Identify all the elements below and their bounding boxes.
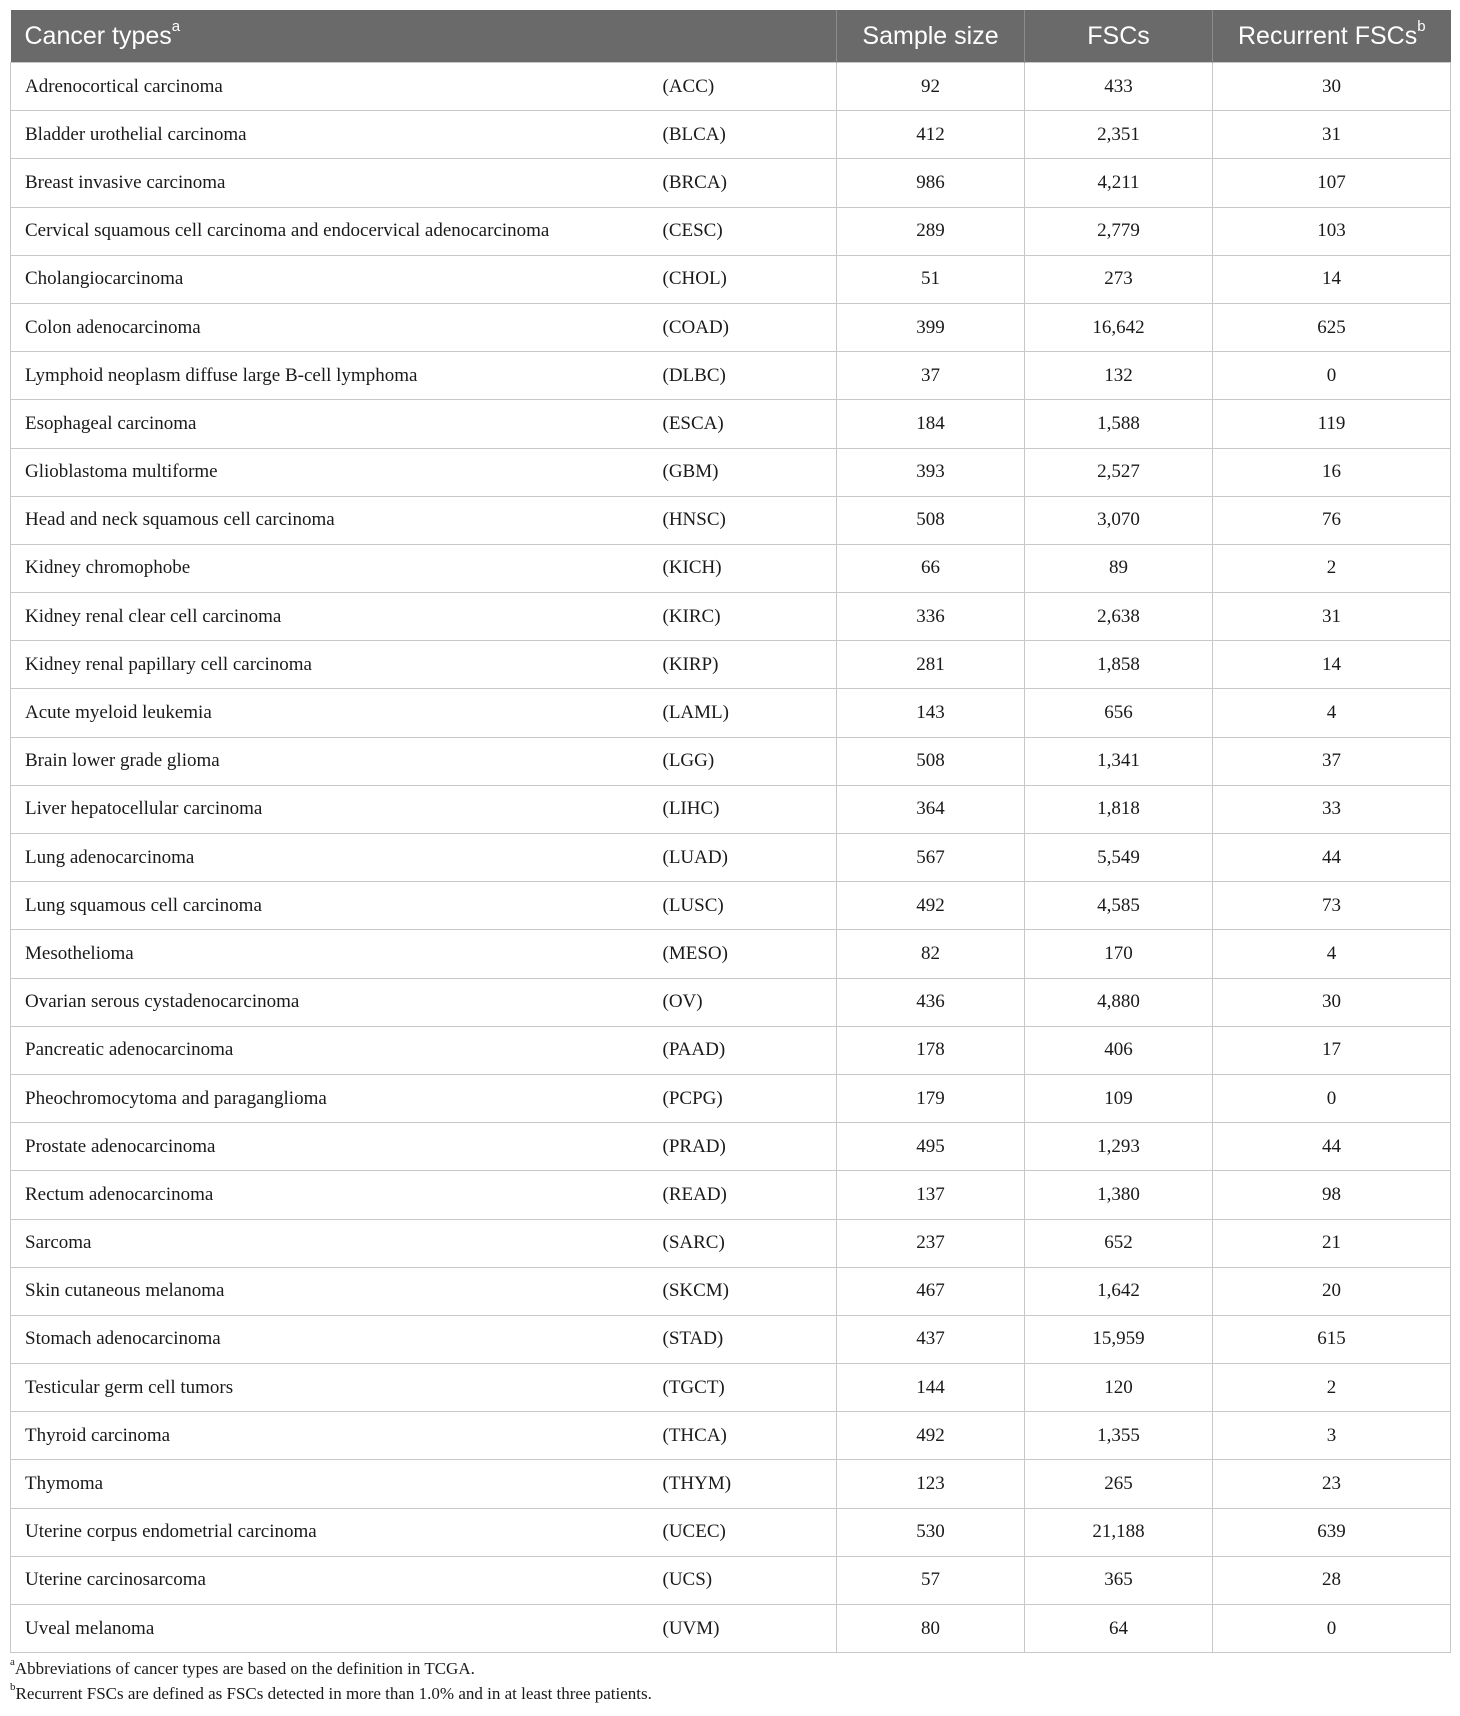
cell-abbreviation: (BRCA) [649,159,837,207]
cell-recurrent-fscs: 0 [1213,1605,1451,1653]
cell-fscs: 89 [1025,544,1213,592]
cell-recurrent-fscs: 23 [1213,1460,1451,1508]
header-recurrent-fscs-note: b [1417,18,1426,36]
table-row [11,1074,1451,1122]
cell-cancer-name: Pancreatic adenocarcinoma [11,1026,649,1074]
cell-cancer-name: Kidney chromophobe [11,544,649,592]
cell-cancer-name: Adrenocortical carcinoma [11,63,649,111]
cell-sample-size: 393 [837,448,1025,496]
cell-cancer-name: Thymoma [11,1460,649,1508]
cell-sample-size: 492 [837,882,1025,930]
cell-fscs: 4,211 [1025,159,1213,207]
table-row [11,1267,1451,1315]
cell-recurrent-fscs: 16 [1213,448,1451,496]
cell-abbreviation: (HNSC) [649,496,837,544]
cell-fscs: 1,858 [1025,641,1213,689]
table-row [11,785,1451,833]
footnote-b-text: Recurrent FSCs are defined as FSCs detected in more than 1.0% and in at least three patients. [15,1684,652,1703]
table-row [11,400,1451,448]
cell-cancer-name: Kidney renal clear cell carcinoma [11,593,649,641]
header-cancer-types-label: Cancer types [24,21,172,50]
cell-recurrent-fscs: 31 [1213,593,1451,641]
cell-fscs: 652 [1025,1219,1213,1267]
cell-fscs: 2,351 [1025,111,1213,159]
cell-cancer-name: Thyroid carcinoma [11,1412,649,1460]
cell-sample-size: 467 [837,1267,1025,1315]
table-footnotes [10,1656,652,1706]
fsc-table-container [10,10,1450,1653]
header-sample-size: Sample size [837,10,1025,63]
header-row [11,10,1451,63]
header-recurrent-fscs-label: Recurrent FSCs [1237,21,1418,50]
cell-sample-size: 437 [837,1315,1025,1363]
cell-recurrent-fscs: 107 [1213,159,1451,207]
table-row [11,159,1451,207]
cancer-fsc-table [10,10,1451,1653]
cell-recurrent-fscs: 76 [1213,496,1451,544]
cell-fscs: 132 [1025,352,1213,400]
cell-sample-size: 495 [837,1123,1025,1171]
table-row [11,1364,1451,1412]
cell-fscs: 1,642 [1025,1267,1213,1315]
table-row [11,544,1451,592]
table-row [11,496,1451,544]
table-row [11,978,1451,1026]
table-body [11,63,1451,1653]
cell-recurrent-fscs: 17 [1213,1026,1451,1074]
cell-abbreviation: (PCPG) [649,1074,837,1122]
cell-cancer-name: Uveal melanoma [11,1605,649,1653]
cell-fscs: 265 [1025,1460,1213,1508]
header-recurrent-fscs [1213,10,1451,63]
cell-abbreviation: (STAD) [649,1315,837,1363]
cell-sample-size: 364 [837,785,1025,833]
cell-cancer-name: Liver hepatocellular carcinoma [11,785,649,833]
table-row [11,303,1451,351]
cell-sample-size: 492 [837,1412,1025,1460]
cell-abbreviation: (UVM) [649,1605,837,1653]
cell-sample-size: 66 [837,544,1025,592]
cell-abbreviation: (THCA) [649,1412,837,1460]
cell-cancer-name: Pheochromocytoma and paraganglioma [11,1074,649,1122]
cell-recurrent-fscs: 639 [1213,1508,1451,1556]
cell-recurrent-fscs: 615 [1213,1315,1451,1363]
cell-abbreviation: (LUSC) [649,882,837,930]
table-row [11,1219,1451,1267]
cell-sample-size: 184 [837,400,1025,448]
cell-cancer-name: Mesothelioma [11,930,649,978]
cell-cancer-name: Lymphoid neoplasm diffuse large B-cell lymphoma [11,352,649,400]
cell-recurrent-fscs: 103 [1213,207,1451,255]
cell-abbreviation: (LGG) [649,737,837,785]
cell-cancer-name: Lung adenocarcinoma [11,834,649,882]
cell-abbreviation: (LIHC) [649,785,837,833]
table-row [11,882,1451,930]
cell-abbreviation: (THYM) [649,1460,837,1508]
cell-abbreviation: (KICH) [649,544,837,592]
cell-abbreviation: (TGCT) [649,1364,837,1412]
cell-cancer-name: Testicular germ cell tumors [11,1364,649,1412]
cell-recurrent-fscs: 14 [1213,641,1451,689]
cell-fscs: 1,293 [1025,1123,1213,1171]
cell-cancer-name: Stomach adenocarcinoma [11,1315,649,1363]
table-row [11,1412,1451,1460]
cell-sample-size: 80 [837,1605,1025,1653]
table-row [11,255,1451,303]
cell-fscs: 5,549 [1025,834,1213,882]
cell-fscs: 1,341 [1025,737,1213,785]
cell-recurrent-fscs: 73 [1213,882,1451,930]
table-row [11,111,1451,159]
cell-recurrent-fscs: 44 [1213,834,1451,882]
table-row [11,834,1451,882]
table-row [11,737,1451,785]
cell-abbreviation: (ESCA) [649,400,837,448]
cell-cancer-name: Prostate adenocarcinoma [11,1123,649,1171]
cell-sample-size: 530 [837,1508,1025,1556]
cell-cancer-name: Ovarian serous cystadenocarcinoma [11,978,649,1026]
cell-abbreviation: (SKCM) [649,1267,837,1315]
footnote-b [10,1681,652,1706]
cell-recurrent-fscs: 37 [1213,737,1451,785]
cell-recurrent-fscs: 98 [1213,1171,1451,1219]
table-row [11,1605,1451,1653]
cell-fscs: 1,818 [1025,785,1213,833]
cell-sample-size: 336 [837,593,1025,641]
table-row [11,1315,1451,1363]
cell-fscs: 4,880 [1025,978,1213,1026]
header-cancer-types-note: a [171,18,181,36]
table-row [11,1171,1451,1219]
cell-sample-size: 57 [837,1556,1025,1604]
cell-sample-size: 137 [837,1171,1025,1219]
cell-fscs: 433 [1025,63,1213,111]
cell-fscs: 1,380 [1025,1171,1213,1219]
table-row [11,1123,1451,1171]
cell-abbreviation: (LAML) [649,689,837,737]
cell-cancer-name: Rectum adenocarcinoma [11,1171,649,1219]
cell-recurrent-fscs: 4 [1213,689,1451,737]
cell-cancer-name: Cervical squamous cell carcinoma and endocervical adenocarcinoma [11,207,649,255]
cell-fscs: 109 [1025,1074,1213,1122]
cell-sample-size: 144 [837,1364,1025,1412]
cell-abbreviation: (MESO) [649,930,837,978]
cell-sample-size: 37 [837,352,1025,400]
cell-recurrent-fscs: 2 [1213,1364,1451,1412]
cell-abbreviation: (PRAD) [649,1123,837,1171]
cell-cancer-name: Breast invasive carcinoma [11,159,649,207]
cell-fscs: 21,188 [1025,1508,1213,1556]
table-header [11,10,1451,63]
cell-fscs: 120 [1025,1364,1213,1412]
cell-sample-size: 508 [837,737,1025,785]
table-row [11,593,1451,641]
cell-sample-size: 281 [837,641,1025,689]
cell-sample-size: 412 [837,111,1025,159]
footnote-a-text: Abbreviations of cancer types are based on the definition in TCGA. [14,1659,475,1678]
table-row [11,689,1451,737]
cell-fscs: 656 [1025,689,1213,737]
footnote-b-mark: b [10,1681,16,1694]
cell-abbreviation: (KIRC) [649,593,837,641]
cell-sample-size: 237 [837,1219,1025,1267]
table-row [11,1556,1451,1604]
cell-fscs: 64 [1025,1605,1213,1653]
cell-abbreviation: (CHOL) [649,255,837,303]
cell-sample-size: 289 [837,207,1025,255]
cell-fscs: 2,527 [1025,448,1213,496]
cell-sample-size: 92 [837,63,1025,111]
cell-cancer-name: Kidney renal papillary cell carcinoma [11,641,649,689]
cell-cancer-name: Colon adenocarcinoma [11,303,649,351]
cell-cancer-name: Glioblastoma multiforme [11,448,649,496]
cell-abbreviation: (READ) [649,1171,837,1219]
cell-recurrent-fscs: 625 [1213,303,1451,351]
cell-cancer-name: Bladder urothelial carcinoma [11,111,649,159]
cell-recurrent-fscs: 2 [1213,544,1451,592]
cell-abbreviation: (COAD) [649,303,837,351]
cell-abbreviation: (DLBC) [649,352,837,400]
table-row [11,207,1451,255]
table-row [11,448,1451,496]
header-cancer-types [11,10,837,63]
cell-sample-size: 123 [837,1460,1025,1508]
cell-cancer-name: Acute myeloid leukemia [11,689,649,737]
table-row [11,63,1451,111]
cell-cancer-name: Uterine carcinosarcoma [11,1556,649,1604]
cell-fscs: 273 [1025,255,1213,303]
cell-fscs: 1,588 [1025,400,1213,448]
cell-recurrent-fscs: 21 [1213,1219,1451,1267]
cell-abbreviation: (PAAD) [649,1026,837,1074]
table-row [11,641,1451,689]
cell-recurrent-fscs: 33 [1213,785,1451,833]
cell-sample-size: 508 [837,496,1025,544]
cell-cancer-name: Esophageal carcinoma [11,400,649,448]
cell-recurrent-fscs: 28 [1213,1556,1451,1604]
cell-recurrent-fscs: 30 [1213,63,1451,111]
cell-recurrent-fscs: 44 [1213,1123,1451,1171]
cell-cancer-name: Cholangiocarcinoma [11,255,649,303]
footnote-a-mark: a [10,1656,15,1669]
cell-recurrent-fscs: 4 [1213,930,1451,978]
cell-abbreviation: (GBM) [649,448,837,496]
cell-fscs: 2,638 [1025,593,1213,641]
cell-recurrent-fscs: 0 [1213,352,1451,400]
cell-fscs: 4,585 [1025,882,1213,930]
cell-fscs: 365 [1025,1556,1213,1604]
cell-recurrent-fscs: 14 [1213,255,1451,303]
cell-sample-size: 82 [837,930,1025,978]
cell-sample-size: 986 [837,159,1025,207]
cell-fscs: 170 [1025,930,1213,978]
cell-abbreviation: (UCEC) [649,1508,837,1556]
cell-abbreviation: (CESC) [649,207,837,255]
table-row [11,1460,1451,1508]
cell-cancer-name: Sarcoma [11,1219,649,1267]
table-row [11,930,1451,978]
header-fscs: FSCs [1025,10,1213,63]
cell-abbreviation: (ACC) [649,63,837,111]
cell-cancer-name: Brain lower grade glioma [11,737,649,785]
cell-cancer-name: Lung squamous cell carcinoma [11,882,649,930]
cell-fscs: 16,642 [1025,303,1213,351]
cell-fscs: 406 [1025,1026,1213,1074]
cell-abbreviation: (UCS) [649,1556,837,1604]
cell-sample-size: 51 [837,255,1025,303]
cell-sample-size: 143 [837,689,1025,737]
cell-sample-size: 399 [837,303,1025,351]
cell-recurrent-fscs: 20 [1213,1267,1451,1315]
cell-abbreviation: (SARC) [649,1219,837,1267]
cell-recurrent-fscs: 30 [1213,978,1451,1026]
footnote-a [10,1656,652,1681]
cell-cancer-name: Head and neck squamous cell carcinoma [11,496,649,544]
table-row [11,352,1451,400]
cell-recurrent-fscs: 0 [1213,1074,1451,1122]
cell-recurrent-fscs: 3 [1213,1412,1451,1460]
cell-fscs: 3,070 [1025,496,1213,544]
table-row [11,1026,1451,1074]
cell-abbreviation: (OV) [649,978,837,1026]
cell-abbreviation: (KIRP) [649,641,837,689]
table-row [11,1508,1451,1556]
cell-fscs: 2,779 [1025,207,1213,255]
cell-recurrent-fscs: 119 [1213,400,1451,448]
cell-sample-size: 179 [837,1074,1025,1122]
cell-abbreviation: (BLCA) [649,111,837,159]
cell-sample-size: 178 [837,1026,1025,1074]
cell-fscs: 15,959 [1025,1315,1213,1363]
cell-sample-size: 567 [837,834,1025,882]
cell-cancer-name: Skin cutaneous melanoma [11,1267,649,1315]
cell-fscs: 1,355 [1025,1412,1213,1460]
cell-sample-size: 436 [837,978,1025,1026]
cell-abbreviation: (LUAD) [649,834,837,882]
cell-cancer-name: Uterine corpus endometrial carcinoma [11,1508,649,1556]
cell-recurrent-fscs: 31 [1213,111,1451,159]
